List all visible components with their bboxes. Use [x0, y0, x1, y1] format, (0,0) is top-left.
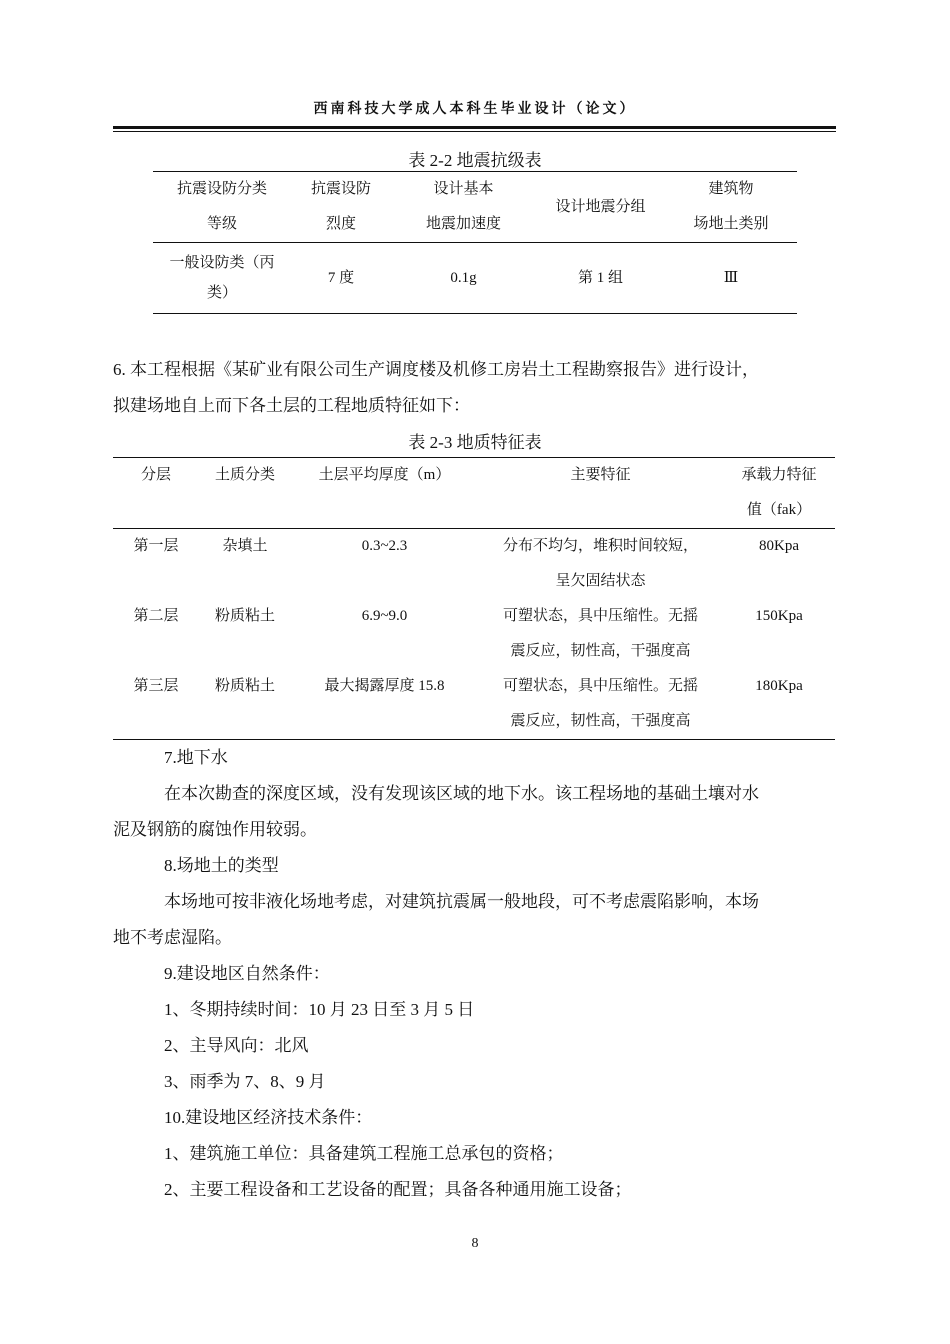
table-2-3-caption: 表 2-3 地质特征表: [408, 433, 542, 452]
table-cell: 0.3~2.3: [361, 538, 408, 554]
table-row: [113, 599, 835, 669]
header-rule-thick: [113, 126, 836, 129]
table-cell: 6.9~9.0: [361, 608, 408, 624]
table-row: [113, 669, 835, 740]
table-row: [153, 243, 797, 314]
header-cell: 承载力特征 值（fak）: [723, 458, 835, 529]
table-cell: 第二层: [133, 608, 179, 624]
seismic-table: [153, 171, 797, 314]
header-cell: 分层: [113, 458, 199, 529]
table-cell: 第一层: [133, 538, 179, 554]
header-cell: 土质分类: [199, 458, 291, 529]
header-cell: 主要特征: [478, 458, 723, 529]
item-6-paragraph: 6. 本工程根据《某矿业有限公司生产调度楼及机修工房岩土工程勘察报告》进行设计， 拟建场地自上而下各土层的工程地质特征如下：: [113, 360, 759, 415]
table-cell: 180Kpa: [755, 678, 803, 694]
section-8-title: 8.场地土的类型: [164, 856, 279, 875]
table-cell: 可塑状态，具中压缩性。无摇 震反应，韧性高，干强度高: [502, 678, 698, 729]
header-rule-thin: [113, 131, 836, 132]
section-7-paragraph: 在本次勘查的深度区域，没有发现该区域的地下水。该工程场地的基础土壤对水 泥及钢筋的腐蚀作用较弱。: [113, 784, 759, 839]
table-2-2-caption: 表 2-2 地震抗级表: [408, 151, 542, 170]
table-cell: 7 度: [327, 270, 355, 286]
list-item: 1、建筑施工单位：具备建筑工程施工总承包的资格；: [164, 1144, 564, 1163]
table-cell: 粉质粘土: [214, 608, 275, 624]
table-cell: Ⅲ: [723, 270, 739, 286]
list-item: 1、冬期持续时间：10 月 23 日至 3 月 5 日: [164, 1000, 475, 1019]
page-header: 西南科技大学成人本科生毕业设计（论文）: [313, 102, 637, 117]
list-item: 3、雨季为 7、8、9 月: [164, 1072, 326, 1091]
header-cell: 设计基本 地震加速度: [391, 172, 536, 243]
table-cell: 第三层: [133, 678, 179, 694]
header-cell: 抗震设防分类 等级: [153, 172, 291, 243]
header-cell: 土层平均厚度（m）: [291, 458, 478, 529]
table-cell: 杂填土: [222, 538, 268, 554]
table-cell: 分布不均匀，堆积时间较短， 呈欠固结状态: [502, 538, 698, 589]
table-cell: 150Kpa: [755, 608, 803, 624]
table-cell: 可塑状态，具中压缩性。无摇 震反应，韧性高，干强度高: [502, 608, 698, 659]
table-cell: 最大揭露厚度 15.8: [324, 678, 445, 694]
section-9-title: 9.建设地区自然条件：: [164, 964, 330, 983]
page-number: 8: [471, 1236, 479, 1251]
geology-table: [113, 457, 835, 740]
section-8-paragraph: 本场地可按非液化场地考虑，对建筑抗震属一般地段，可不考虑震陷影响，本场 地不考虑湿陷。: [113, 892, 759, 947]
table-cell: 粉质粘土: [214, 678, 275, 694]
list-item: 2、主要工程设备和工艺设备的配置；具备各种通用施工设备；: [164, 1180, 632, 1199]
table-cell: 80Kpa: [759, 538, 799, 554]
table-cell: 一般设防类（丙 类）: [169, 255, 275, 301]
header-cell: 抗震设防 烈度: [291, 172, 391, 243]
list-item: 2、主导风向：北风: [164, 1036, 309, 1055]
header-cell: 建筑物 场地土类别: [665, 172, 797, 243]
table-row: [113, 529, 835, 600]
table-cell: 0.1g: [450, 270, 477, 286]
table-cell: 第 1 组: [577, 270, 623, 286]
section-10-title: 10.建设地区经济技术条件：: [164, 1108, 373, 1127]
header-cell: 设计地震分组: [536, 172, 665, 243]
section-7-title: 7.地下水: [164, 748, 228, 767]
